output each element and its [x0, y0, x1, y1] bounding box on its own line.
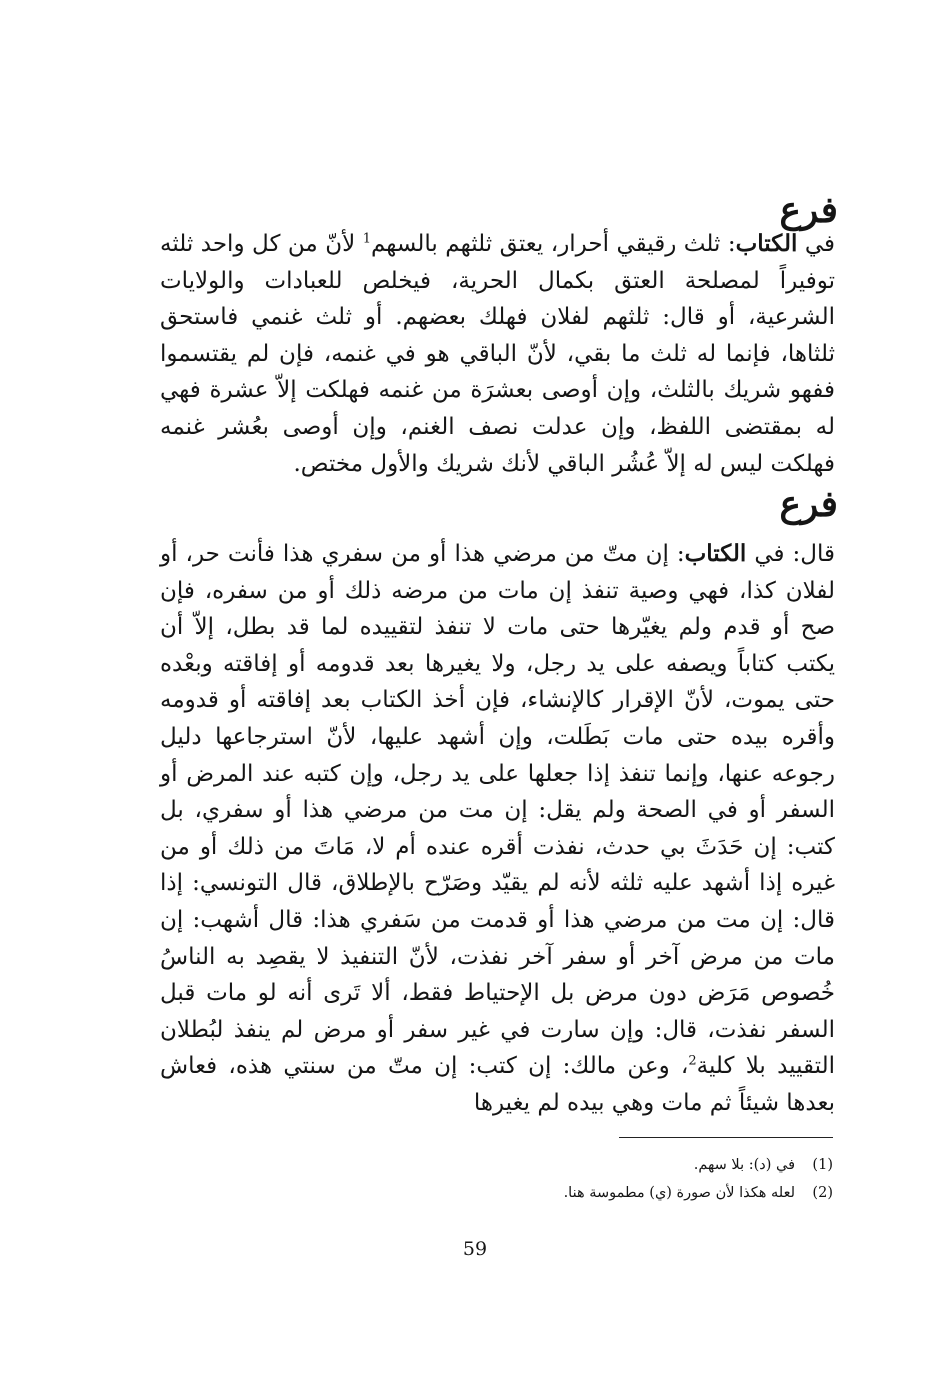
footnote — [333, 1151, 833, 1179]
paragraph-text: لأنّ من كل واحد ثلثه توفيراً لمصلحة العتق بكمال الحرية، فيخلص للعبادات والولايات الشرعية، أو قال: ثلثهم لفلان فهلك بعضهم. أو ثلث غنمي فاستحق ثلثاها، فإنما له ثلث ما بقي، لأنّ الباقي هو في غنمه، فإن لم يقتسموا ففهو شريك بالثلث، وإن أوصى بعشرَة من غنمه فهلكت إلاّ عشرة فهي له بمقتضى اللفظ، وإن عدلت نصف الغنم، وإن أوصى بعُشر غنمه فهلكت ليس له إلاّ عُشُر الباقي لأنك شريك والأول مختص. — [160, 231, 835, 477]
paragraph — [160, 226, 835, 482]
book-reference-bold: الكتاب — [684, 540, 747, 567]
footnote-number: (1) — [812, 1157, 833, 1173]
footnotes — [333, 1151, 833, 1207]
footnote-number: (2) — [812, 1185, 833, 1201]
footnote — [333, 1179, 833, 1207]
paragraph — [160, 536, 835, 1122]
page-number: 59 — [462, 1238, 488, 1260]
footnote-marker: 2 — [688, 1053, 697, 1069]
section-heading: فرع — [779, 189, 838, 231]
paragraph-intro: قال: في — [746, 541, 835, 567]
footnote-marker: 1 — [362, 231, 371, 247]
footnote-text: لعله هكذا لأن صورة (ي) مطموسة هنا. — [563, 1185, 795, 1201]
paragraph-text: ، وعن مالك: إن كتب: إن متّ من سنتي هذه، فعاش بعدها شيئاً ثم مات وهي بيده لم يغيرها — [160, 1053, 835, 1116]
paragraph-intro: في — [797, 231, 835, 257]
footnote-divider — [619, 1137, 833, 1138]
section-heading: فرع — [779, 483, 838, 525]
footnote-text: في (د): بلا سهم. — [693, 1157, 795, 1173]
book-reference-bold: الكتاب — [735, 230, 798, 257]
paragraph-text: : ثلث رقيقي أحرار، يعتق ثلثهم بالسهم — [370, 231, 736, 257]
paragraph-text: : إن متّ من مرضي هذا أو من سفري هذا فأنت حر، أو لفلان كذا، فهي وصية تنفذ إن مات من مرضه ذلك أو من سفره، فإن صح أو قدم ولم يغيّرها حتى مات لا تنفذ لتقييده لما قد بطل، إلاّ أن يكتب كتاباً ويصفه على يد رجل، ولا يغيرها بعد قدومه أو إفاقته وبعْده حتى يموت، لأنّ الإقرار كالإنشاء، فإن أخذ الكتاب بعد إفاقته أو قدومه وأقره بيده حتى مات بَطَلت، وإن أشهد عليها، لأنّ استرجاعها دليل رجوعه عنها، وإنما تنفذ إذا جعلها على يد رجل، وإن كتبه عند المرض أو السفر أو في الصحة ولم يقل: إن مت من مرضي هذا أو سفري، بل كتب: إن حَدَثَ بي حدث، نفذت أقره عنده أم لا، مَاتَ من ذلك أو من غيره إذا أشهد عليه ثلثه لأنه لم يقيّد وصَرّح بالإطلاق، قال التونسي: إذا قال: إن مت من مرضي هذا أو قدمت من سَفري هذا: قال أشهب: إن مات من مرض آخر أو سفر آخر نفذت، لأنّ التنفيذ لا يقصِد به الناسُ خُصوص مَرَض دون مرض بل الإحتياط فقط، ألا تَرى أنه لو مات قبل السفر نفذت، قال: وإن سارت في غير سفر أو مرض لم ينفذ لبُطلان التقييد بلا كلية — [160, 541, 835, 1080]
